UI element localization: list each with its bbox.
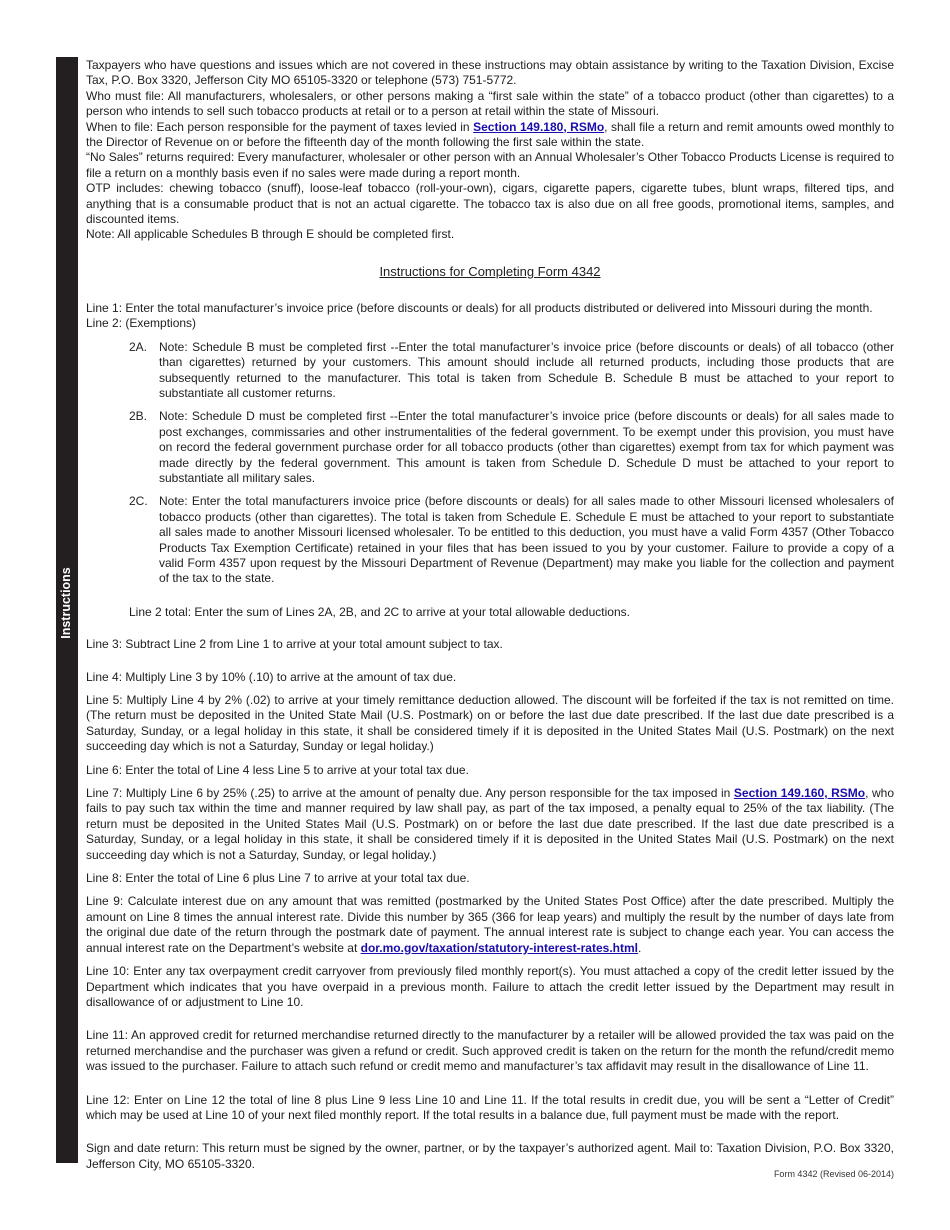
line-8: Line 8: Enter the total of Line 6 plus Line 7 to arrive at your total tax due. [86,871,470,886]
section-149-180-link[interactable]: Section 149.180, RSMo [473,119,605,134]
line-2b-code: 2B. [129,409,148,424]
line-2-total: Line 2 total: Enter the sum of Lines 2A, 2B, and 2C to arrive at your total allowable deductions. [129,604,630,619]
line-7-text-cont: , who fails to pay such tax within the time and manner required by law shall pay, as part of the tax imposed, a penalty equal to 25% of the tax liability. (The return must be deposited in the United States Mail (U.S. Postmark) on or before the last due date prescribed. If the last due date prescribed is a Saturday, Sunday, or a legal holiday in this state, it shall be considered timely if it is deposited in the United States Mail (U.S. Postmark) on the next succeeding day which is not a Saturday, Sunday, or legal holiday.) [86,786,895,862]
line-2: Line 2: (Exemptions) [86,316,197,331]
line-2b [129,409,894,486]
line-12: Line 12: Enter on Line 12 the total of line 8 plus Line 9 less Line 10 and Line 11. If the total results in credit due, you will be sent a “Letter of Credit” which may be used at Line 10 of your next filed monthly report. If the total results in a balance due, full payment must be made with the report. [86,1092,894,1122]
line-9-text-cont: . [638,940,642,955]
sign-and-date: Sign and date return: This return must be signed by the owner, partner, or by the taxpayer’s authorized agent. Mail to: Taxation Division, P.O. Box 3320, Jefferson City, MO 65105-3320. [86,1141,894,1171]
intro-otp-includes: OTP includes: chewing tobacco (snuff), loose-leaf tobacco (roll-your-own), cigars, cigarette papers, cigarette tubes, blunt wraps, filtered tips, and anything that is a consumable product that is not an actual cigarette. The tobacco tax is also due on all free goods, promotional items, samples, and discounted items. [86,181,894,227]
when-to-file-text-cont: , shall file a return and remit amounts owed monthly to the Director of Revenue on or before the fifteenth day of the month following the first sale within the state. [86,119,894,150]
intro-no-sales: “No Sales” returns required: Every manufacturer, wholesaler or other person with an Annual Wholesaler’s Other Tobacco Products License is required to file a return on a monthly basis even if no sales were made during a report month. [86,150,894,180]
intro-note: Note: All applicable Schedules B through E should be completed first. [86,227,455,242]
line-10: Line 10: Enter any tax overpayment credit carryover from previously filed monthly report(s). You must attached a copy of the credit letter issued by the Department which indicates that you have overpaid in a previous month. Failure to attach the credit letter issued by the Department may result in disallowance of or adjustment to Line 10. [86,964,894,1009]
intro-section [86,58,894,243]
interest-rates-link[interactable]: dor.mo.gov/taxation/statutory-interest-rates.html [360,940,638,955]
form-footer: Form 4342 (Revised 06-2014) [773,1169,894,1179]
line-2b-text: Note: Schedule D must be completed first --Enter the total manufacturer’s invoice price (before discounts or deals) for all sales made to post exchanges, commissaries and other instrumentalities of the federal government. To be exempt under this provision, you must have on record the federal government purchase order for all tobacco products (other than cigarettes) exempt from tax for which payment was made directly by the federal government. This amount is taken from Schedule D. Schedule D must be attached to your report to substantiate all military sales. [159,409,894,485]
line-2a-code: 2A. [129,339,148,354]
intro-when-to-file [86,120,894,151]
line-7 [86,786,894,863]
intro-contact: Taxpayers who have questions and issues which are not covered in these instructions may obtain assistance by writing to the Taxation Division, Excise Tax, P.O. Box 3320, Jefferson City MO 65105-3320 or telephone (573) 751-5772. [86,58,894,88]
line-4: Line 4: Multiply Line 3 by 10% (.10) to arrive at the amount of tax due. [86,669,457,684]
line-2a-text: Note: Schedule B must be completed first --Enter the total manufacturer’s invoice price (before discounts or deals) of all tobacco (other than cigarettes) returned by your customers. This amount should include all returned products, including those products that are subsequently returned to the manufacturer. This total is taken from Schedule B. Schedule B must be attached to your report to substantiate all customer returns. [159,339,894,400]
line-5: Line 5: Multiply Line 4 by 2% (.02) to arrive at your timely remittance deduction allowed. The discount will be forfeited if the tax is not remitted on time. (The return must be deposited in the United State Mail (U.S. Postmark) on or before the last due date prescribed. If the last due date prescribed is a Saturday, Sunday, or a legal holiday in this state, it shall be considered timely if it is deposited in the United States Mail (U.S. Postmark) on the next succeeding day which is not a Saturday, Sunday or legal holiday.) [86,693,894,754]
line-1: Line 1: Enter the total manufacturer’s invoice price (before discounts or deals) for all products distributed or delivered into Missouri during the month. [86,300,873,315]
line-6: Line 6: Enter the total of Line 4 less Line 5 to arrive at your total tax due. [86,762,469,777]
line-11: Line 11: An approved credit for returned merchandise returned directly to the manufacturer by a retailer will be allowed provided the tax was paid on the returned merchandise and the purchaser was given a refund or credit. Such approved credit is taken on the return for the month the refund/credit memo was issued to the purchaser. Failure to attach such refund or credit memo and manufacturer’s tax affidavit may result in the disallowance of Line 11. [86,1028,894,1074]
line-2c-code: 2C. [129,494,148,509]
sidebar-label: Instructions [59,567,73,639]
line-2c-text: Note: Enter the total manufacturers invoice price (before discounts or deals) for all sales made to other Missouri licensed wholesalers of tobacco products (other than cigarettes). The total is taken from Schedule E. Schedule E must be attached to your report to substantiate all sales made to another Missouri licensed wholesaler. To be entitled to this deduction, you must have a valid Form 4357 (Other Tobacco Products Tax Exemption Certificate) retained in your files that has been issued to you by your customer. Failure to provide a copy of a valid Form 4357 upon request by the Missouri Department of Revenue (Department) may make you liable for the collection and payment of the tax to the state. [159,494,894,586]
line-7-text: Line 7: Multiply Line 6 by 25% (.25) to arrive at the amount of penalty due. Any person responsible for the tax imposed in [86,786,734,801]
line-2c [129,494,894,586]
instructions-content [86,58,894,1172]
line-2a [129,340,894,402]
line-9-text: Line 9: Calculate interest due on any amount that was remitted (postmarked by the United States Post Office) after the date prescribed. Multiply the amount on Line 8 times the annual interest rate. Divide this number by 365 (366 for leap years) and multiply the result by the number of days late from the original due date of the return through the postmark date of payment. The annual interest rate is subject to change each year. You can access the annual interest rate on the Department’s website at [86,894,894,955]
section-149-160-link[interactable]: Section 149.160, RSMo [733,786,866,801]
line-9 [86,894,894,956]
when-to-file-text: When to file: Each person responsible for the payment of taxes levied in [86,119,474,134]
line-3: Line 3: Subtract Line 2 from Line 1 to arrive at your total amount subject to tax. [86,637,503,652]
intro-who-must-file: Who must file: All manufacturers, wholesalers, or other persons making a “first sale within the state” of a tobacco product (other than cigarettes) to a person who intends to sell such tobacco products at retail or to a person at retail within the state of Missouri. [86,88,894,119]
page-title: Instructions for Completing Form 4342 [379,263,601,279]
